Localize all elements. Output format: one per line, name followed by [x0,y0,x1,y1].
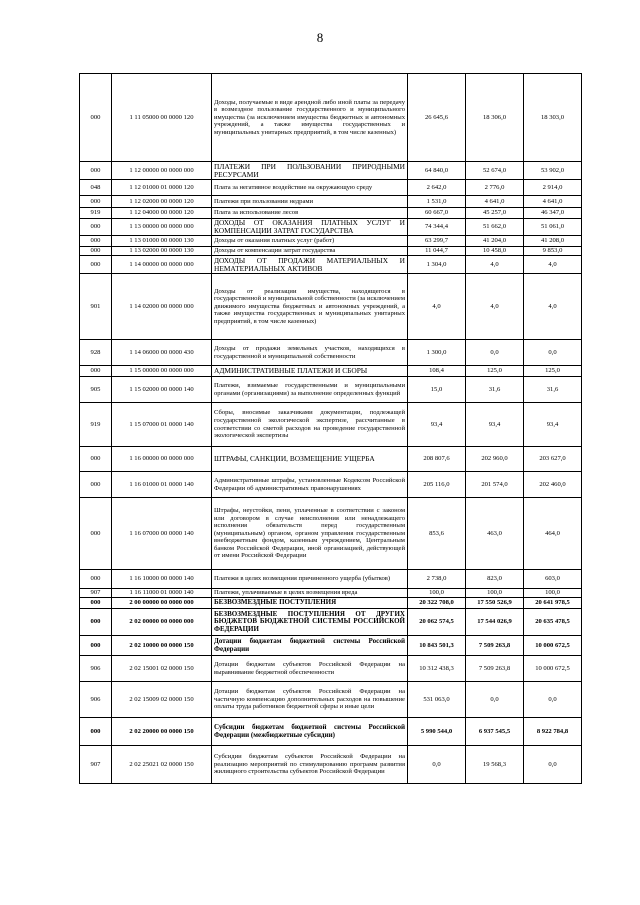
admin-code-cell: 000 [80,498,112,570]
revenue-name-cell: Дотации бюджетам субъектов Российской Федерации на частичную компенсацию дополнительных расходов на повышение оплаты труда работников бюджетной сферы и иные цели [212,682,408,718]
amount-year-3-cell: 10 000 672,5 [524,636,582,656]
amount-year-3-cell: 20 641 978,5 [524,598,582,609]
table-row [80,636,582,656]
amount-year-2-cell: 100,0 [466,589,524,598]
table-row [80,472,582,498]
amount-year-2-cell: 45 257,0 [466,208,524,219]
table-row [80,377,582,403]
revenue-name-cell: Плата за использование лесов [212,208,408,219]
revenue-name-cell: ПЛАТЕЖИ ПРИ ПОЛЬЗОВАНИИ ПРИРОДНЫМИ РЕСУРСАМИ [212,162,408,180]
table-row [80,162,582,180]
amount-year-2-cell: 463,0 [466,498,524,570]
amount-year-1-cell: 2 738,0 [408,570,466,589]
amount-year-2-cell: 10 458,0 [466,247,524,256]
amount-year-2-cell: 0,0 [466,682,524,718]
budget-code-cell: 1 16 07000 00 0000 140 [112,498,212,570]
admin-code-cell: 905 [80,377,112,403]
admin-code-cell: 000 [80,636,112,656]
amount-year-3-cell: 125,0 [524,366,582,377]
admin-code-cell: 906 [80,656,112,682]
amount-year-3-cell: 31,6 [524,377,582,403]
revenue-name-cell: Сборы, вносимые заказчиками документации, подлежащей государственной экологической экспертизе, рассчитанные в соответствии со сметой расходов на проведение государственной экологической экспертизы [212,403,408,447]
budget-code-cell: 1 13 01000 00 0000 130 [112,236,212,247]
admin-code-cell: 906 [80,682,112,718]
amount-year-2-cell: 18 306,0 [466,74,524,162]
amount-year-1-cell: 531 063,0 [408,682,466,718]
amount-year-1-cell: 100,0 [408,589,466,598]
amount-year-3-cell: 4,0 [524,256,582,274]
amount-year-2-cell: 7 509 263,8 [466,636,524,656]
budget-code-cell: 1 12 04000 00 0000 120 [112,208,212,219]
budget-code-cell: 1 14 00000 00 0000 000 [112,256,212,274]
amount-year-2-cell: 17 550 526,9 [466,598,524,609]
amount-year-1-cell: 5 990 544,0 [408,718,466,746]
revenue-name-cell: Дотации бюджетам субъектов Российской Федерации на выравнивание бюджетной обеспеченности [212,656,408,682]
amount-year-2-cell: 52 674,0 [466,162,524,180]
admin-code-cell: 928 [80,340,112,366]
revenue-name-cell: Субсидии бюджетам субъектов Российской Федерации на реализацию мероприятий по стимулированию программ развития жилищного строительства субъектов Российской Федерации [212,746,408,784]
revenue-name-cell: ДОХОДЫ ОТ ОКАЗАНИЯ ПЛАТНЫХ УСЛУГ И КОМПЕНСАЦИИ ЗАТРАТ ГОСУДАРСТВА [212,219,408,236]
amount-year-2-cell: 6 937 545,5 [466,718,524,746]
amount-year-2-cell: 2 776,0 [466,180,524,196]
budget-code-cell: 2 02 25021 02 0000 150 [112,746,212,784]
admin-code-cell: 000 [80,447,112,472]
amount-year-1-cell: 10 843 501,3 [408,636,466,656]
amount-year-1-cell: 1 531,0 [408,196,466,208]
amount-year-2-cell: 201 574,0 [466,472,524,498]
amount-year-1-cell: 10 312 438,3 [408,656,466,682]
budget-code-cell: 2 00 00000 00 0000 000 [112,598,212,609]
amount-year-1-cell: 26 645,6 [408,74,466,162]
admin-code-cell: 000 [80,598,112,609]
budget-code-cell: 1 15 02000 00 0000 140 [112,377,212,403]
amount-year-1-cell: 108,4 [408,366,466,377]
admin-code-cell: 000 [80,472,112,498]
table-row [80,256,582,274]
budget-code-cell: 1 13 00000 00 0000 000 [112,219,212,236]
amount-year-2-cell: 4,0 [466,274,524,340]
table-row [80,366,582,377]
amount-year-1-cell: 1 304,0 [408,256,466,274]
budget-code-cell: 1 16 10000 00 0000 140 [112,570,212,589]
amount-year-1-cell: 2 642,0 [408,180,466,196]
table-row [80,236,582,247]
amount-year-1-cell: 11 044,7 [408,247,466,256]
amount-year-2-cell: 17 544 026,9 [466,609,524,636]
revenue-name-cell: Штрафы, неустойки, пени, уплаченные в соответствии с законом или договором в случае неисполнения или ненадлежащего исполнения обязательств перед государственным (муниципальным) органом, органом управления государственным внебюджетным фондом, казенным учреждением, Центральным банком Российской Федерации, иной организацией, действующей от имени Российской Федерации [212,498,408,570]
table-row [80,589,582,598]
amount-year-3-cell: 41 208,0 [524,236,582,247]
amount-year-1-cell: 60 667,0 [408,208,466,219]
revenue-name-cell: БЕЗВОЗМЕЗДНЫЕ ПОСТУПЛЕНИЯ ОТ ДРУГИХ БЮДЖЕТОВ БЮДЖЕТНОЙ СИСТЕМЫ РОССИЙСКОЙ ФЕДЕРАЦИИ [212,609,408,636]
budget-code-cell: 1 14 06000 00 0000 430 [112,340,212,366]
revenue-name-cell: Доходы от оказания платных услуг (работ) [212,236,408,247]
table-row [80,74,582,162]
table-row [80,746,582,784]
table-row [80,498,582,570]
revenue-name-cell: Платежи при пользовании недрами [212,196,408,208]
revenue-table [79,73,582,784]
amount-year-1-cell: 4,0 [408,274,466,340]
revenue-name-cell: Платежи, уплачиваемые в целях возмещения вреда [212,589,408,598]
admin-code-cell: 000 [80,219,112,236]
budget-code-cell: 2 02 15009 02 0000 150 [112,682,212,718]
revenue-name-cell: ДОХОДЫ ОТ ПРОДАЖИ МАТЕРИАЛЬНЫХ И НЕМАТЕРИАЛЬНЫХ АКТИВОВ [212,256,408,274]
table-row [80,274,582,340]
amount-year-3-cell: 4 641,0 [524,196,582,208]
budget-code-cell: 2 02 20000 00 0000 150 [112,718,212,746]
amount-year-1-cell: 208 807,6 [408,447,466,472]
budget-code-cell: 1 16 01000 01 0000 140 [112,472,212,498]
admin-code-cell: 907 [80,746,112,784]
budget-code-cell: 2 02 00000 00 0000 000 [112,609,212,636]
admin-code-cell: 000 [80,236,112,247]
table-row [80,598,582,609]
table-row [80,718,582,746]
table-row [80,340,582,366]
amount-year-3-cell: 203 627,0 [524,447,582,472]
admin-code-cell: 000 [80,570,112,589]
revenue-name-cell: АДМИНИСТРАТИВНЫЕ ПЛАТЕЖИ И СБОРЫ [212,366,408,377]
amount-year-2-cell: 0,0 [466,340,524,366]
amount-year-3-cell: 46 347,0 [524,208,582,219]
amount-year-1-cell: 15,0 [408,377,466,403]
admin-code-cell: 000 [80,196,112,208]
budget-code-cell: 1 12 00000 00 0000 000 [112,162,212,180]
admin-code-cell: 000 [80,718,112,746]
revenue-name-cell: Субсидии бюджетам бюджетной системы Российской Федерации (межбюджетные субсидии) [212,718,408,746]
amount-year-3-cell: 464,0 [524,498,582,570]
amount-year-1-cell: 20 062 574,5 [408,609,466,636]
budget-code-cell: 1 15 00000 00 0000 000 [112,366,212,377]
amount-year-1-cell: 74 344,4 [408,219,466,236]
revenue-name-cell: Плата за негативное воздействие на окружающую среду [212,180,408,196]
amount-year-1-cell: 1 300,0 [408,340,466,366]
table-row [80,609,582,636]
admin-code-cell: 000 [80,247,112,256]
amount-year-2-cell: 31,6 [466,377,524,403]
amount-year-1-cell: 63 299,7 [408,236,466,247]
admin-code-cell: 000 [80,162,112,180]
amount-year-2-cell: 4 641,0 [466,196,524,208]
amount-year-2-cell: 7 509 263,8 [466,656,524,682]
amount-year-1-cell: 64 840,0 [408,162,466,180]
admin-code-cell: 000 [80,74,112,162]
budget-code-cell: 1 14 02000 00 0000 000 [112,274,212,340]
budget-code-cell: 1 15 07000 01 0000 140 [112,403,212,447]
admin-code-cell: 000 [80,256,112,274]
revenue-name-cell: БЕЗВОЗМЕЗДНЫЕ ПОСТУПЛЕНИЯ [212,598,408,609]
amount-year-3-cell: 51 061,0 [524,219,582,236]
amount-year-1-cell: 853,6 [408,498,466,570]
amount-year-2-cell: 93,4 [466,403,524,447]
revenue-name-cell: ШТРАФЫ, САНКЦИИ, ВОЗМЕЩЕНИЕ УЩЕРБА [212,447,408,472]
amount-year-3-cell: 0,0 [524,340,582,366]
revenue-name-cell: Платежи в целях возмещения причиненного ущерба (убытков) [212,570,408,589]
amount-year-2-cell: 4,0 [466,256,524,274]
amount-year-3-cell: 18 303,0 [524,74,582,162]
amount-year-3-cell: 100,0 [524,589,582,598]
revenue-name-cell: Дотации бюджетам бюджетной системы Российской Федерации [212,636,408,656]
budget-code-cell: 2 02 10000 00 0000 150 [112,636,212,656]
revenue-name-cell: Доходы от реализации имущества, находящегося в государственной и муниципальной собственности (за исключением движимого имущества бюджетных и автономных учреждений, а также имущества государственных и муниципальных унитарных предприятий, в том числе казенных) [212,274,408,340]
page-number: 8 [316,30,324,45]
table-row [80,403,582,447]
admin-code-cell: 901 [80,274,112,340]
admin-code-cell: 000 [80,366,112,377]
admin-code-cell: 907 [80,589,112,598]
amount-year-3-cell: 93,4 [524,403,582,447]
amount-year-3-cell: 4,0 [524,274,582,340]
amount-year-3-cell: 0,0 [524,746,582,784]
amount-year-3-cell: 53 902,0 [524,162,582,180]
table-row [80,656,582,682]
amount-year-2-cell: 41 204,0 [466,236,524,247]
amount-year-1-cell: 205 116,0 [408,472,466,498]
budget-code-cell: 1 16 00000 00 0000 000 [112,447,212,472]
table-row [80,196,582,208]
amount-year-2-cell: 51 662,0 [466,219,524,236]
budget-code-cell: 1 11 05000 00 0000 120 [112,74,212,162]
budget-code-cell: 1 12 02000 00 0000 120 [112,196,212,208]
amount-year-2-cell: 823,0 [466,570,524,589]
revenue-name-cell: Платежи, взимаемые государственными и муниципальными органами (организациями) за выполнение определенных функций [212,377,408,403]
amount-year-2-cell: 125,0 [466,366,524,377]
amount-year-3-cell: 603,0 [524,570,582,589]
budget-code-cell: 2 02 15001 02 0000 150 [112,656,212,682]
amount-year-3-cell: 2 914,0 [524,180,582,196]
amount-year-1-cell: 93,4 [408,403,466,447]
admin-code-cell: 919 [80,208,112,219]
table-row [80,447,582,472]
budget-code-cell: 1 13 02000 00 0000 130 [112,247,212,256]
table-row [80,208,582,219]
table-row [80,247,582,256]
table-row [80,682,582,718]
revenue-name-cell: Административные штрафы, установленные Кодексом Российской Федерации об административных правонарушениях [212,472,408,498]
table-row [80,570,582,589]
amount-year-3-cell: 0,0 [524,682,582,718]
amount-year-3-cell: 9 853,0 [524,247,582,256]
table-row [80,180,582,196]
admin-code-cell: 000 [80,609,112,636]
amount-year-1-cell: 20 322 708,0 [408,598,466,609]
revenue-name-cell: Доходы от продажи земельных участков, находящихся в государственной и муниципальной собственности [212,340,408,366]
amount-year-3-cell: 8 922 784,8 [524,718,582,746]
revenue-name-cell: Доходы от компенсации затрат государства [212,247,408,256]
table-row [80,219,582,236]
budget-code-cell: 1 12 01000 01 0000 120 [112,180,212,196]
admin-code-cell: 048 [80,180,112,196]
budget-code-cell: 1 16 11000 01 0000 140 [112,589,212,598]
amount-year-3-cell: 10 000 672,5 [524,656,582,682]
amount-year-1-cell: 0,0 [408,746,466,784]
revenue-name-cell: Доходы, получаемые в виде арендной либо иной платы за передачу в возмездное пользование государственного и муниципального имущества (за исключением имущества бюджетных и автономных учреждений, а также имущества государственных и муниципальных унитарных предприятий, в том числе казенных) [212,74,408,162]
admin-code-cell: 919 [80,403,112,447]
amount-year-3-cell: 202 460,0 [524,472,582,498]
amount-year-2-cell: 202 960,0 [466,447,524,472]
amount-year-2-cell: 19 568,3 [466,746,524,784]
amount-year-3-cell: 20 635 478,5 [524,609,582,636]
